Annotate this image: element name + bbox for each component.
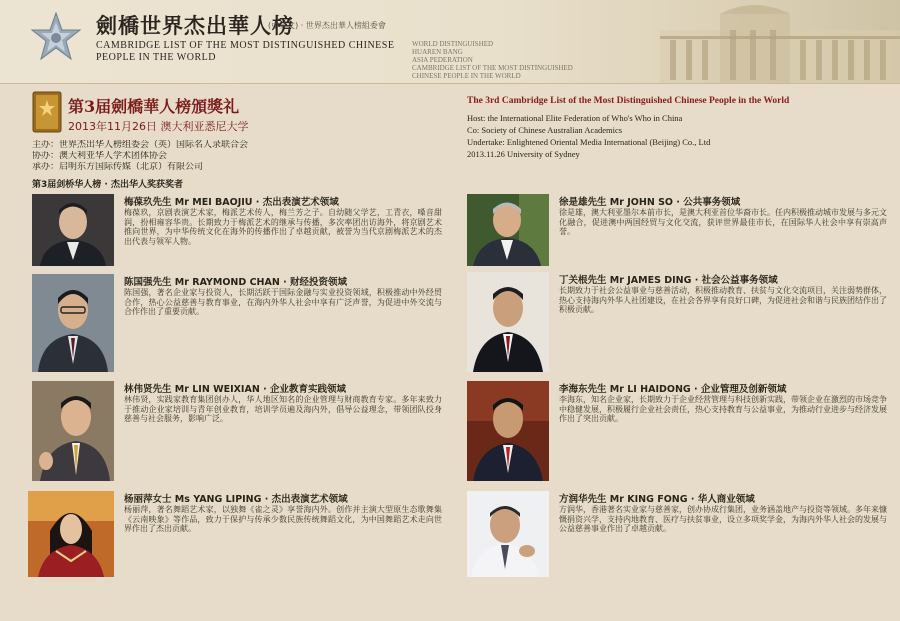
person-photo <box>32 274 114 372</box>
person-photo <box>467 272 549 372</box>
organizer-line: 承办：启明东方国际传媒（北京）有限公司 <box>32 162 204 172</box>
person-photo <box>32 194 114 266</box>
star-logo-icon <box>30 12 82 64</box>
event-details <box>467 112 887 160</box>
winners-section-label: 第3届剑桥华人榜 · 杰出华人奖获奖者 <box>32 180 183 190</box>
person-bio: 陈国强，著名企业家与投资人，长期活跃于国际金融与实业投资领域，积极推动中外经贸合作，热心公益慈善与教育事业，在海内外华人社会中享有广泛声誉，为促进中外交流与合作作出了重要贡献。 <box>124 288 442 317</box>
site-title-cn: 劍橋世界杰出華人榜 <box>96 13 294 38</box>
person-entry <box>32 274 442 372</box>
person-name: 徐是雄先生 Mr JOHN SO · 公共事务领域 <box>559 197 741 208</box>
building-illustration <box>600 0 900 83</box>
person-photo <box>467 381 549 481</box>
person-photo <box>467 194 549 266</box>
tagline-line: ASIA PEDERATION <box>412 56 473 64</box>
site-title-en: CAMBRIDGE LIST OF THE MOST DISTINGUISHED CHINESE PEOPLE IN THE WORLD <box>96 40 395 63</box>
person-name: 李海东先生 Mr LI HAIDONG · 企业管理及创新领域 <box>559 384 787 395</box>
award-date: 2013年11月26日 澳大利亚悉尼大学 <box>68 120 249 133</box>
person-entry <box>467 272 887 372</box>
award-book-icon <box>32 91 62 133</box>
person-bio: 长期致力于社会公益事业与慈善活动，积极推动教育、扶贫与文化交流项目，关注弱势群体，热心支持海内外华人社团建设，在社会各界享有良好口碑，为促进社会和谐与民族团结作出了积极贡献。 <box>559 286 887 315</box>
event-line: Co: Society of Chinese Australian Academics <box>467 125 623 135</box>
person-bio: 徐是雄，澳大利亚墨尔本前市长，是澳大利亚首位华裔市长。任内积极推动城市发展与多元文化融合，促进澳中两国经贸与文化交流，获评世界最佳市长，在国际华人社会中享有崇高声誉。 <box>559 208 887 237</box>
person-name: 梅葆玖先生 Mr MEI BAOJIU · 杰出表演艺术领域 <box>124 197 339 208</box>
person-name: 杨丽萍女士 Ms YANG LIPING · 杰出表演艺术领域 <box>124 494 348 505</box>
tagline-line: HUAREN BANG <box>412 48 463 56</box>
tagline-line: CHINESE PEOPLE IN THE WORLD <box>412 72 521 80</box>
person-entry <box>467 381 887 481</box>
person-entry <box>467 194 887 266</box>
person-entry <box>467 491 887 577</box>
person-name: 方润华先生 Mr KING FONG · 华人商业领域 <box>559 494 755 505</box>
event-line: Host: the International Elite Federation of Who's Who in China <box>467 113 683 123</box>
person-photo <box>28 491 114 577</box>
person-entry <box>28 491 442 577</box>
tagline-line: WORLD DISTINGUISHED <box>412 40 494 48</box>
person-entry <box>32 194 442 266</box>
tagline-line: CAMBRIDGE LIST OF THE MOST DISTINGUISHED <box>412 64 573 72</box>
person-photo <box>467 491 549 577</box>
person-bio: 梅葆玖，京剧表演艺术家，梅派艺术传人，梅兰芳之子。自幼随父学艺，工青衣，嗓音甜润，扮相雍容华贵。长期致力于梅派艺术的继承与传播，多次率团出访海外，将京剧艺术推向世界，为中华传统文化在海外的传播作出了卓越贡献，被誉为当代京剧梅派艺术的杰出代表与领军人物。 <box>124 208 442 246</box>
person-name: 陈国强先生 Mr RAYMOND CHAN · 财经投资领域 <box>124 277 348 288</box>
organizer-list <box>32 140 412 173</box>
header-banner <box>0 0 900 84</box>
person-bio: 杨丽萍，著名舞蹈艺术家，以独舞《雀之灵》享誉海内外。创作并主演大型原生态歌舞集《云南映象》等作品，致力于保护与传承少数民族传统舞蹈文化，为中国舞蹈艺术走向世界作出了杰出贡献。 <box>124 505 442 534</box>
person-bio: 方润华，香港著名实业家与慈善家，创办协成行集团，业务涵盖地产与投资等领域。多年来慷慨捐资兴学，支持内地教育、医疗与扶贫事业，设立多项奖学金，为海内外华人社会的发展与公益慈善事业作出了卓越贡献。 <box>559 505 887 534</box>
award-title: 第3届劍橋華人榜頒獎礼 <box>68 97 240 116</box>
person-entry <box>32 381 442 481</box>
person-name: 丁关根先生 Mr JAMES DING · 社会公益事务领域 <box>559 275 778 286</box>
person-photo <box>32 381 114 481</box>
person-name: 林伟贤先生 Mr LIN WEIXIAN · 企业教育实践领域 <box>124 384 346 395</box>
banner-tagline <box>412 40 612 80</box>
event-title-en: The 3rd Cambridge List of the Most Distinguished Chinese People in the World <box>467 96 790 106</box>
organizer-line: 协办：澳大利亚华人学术团体协会 <box>32 151 168 161</box>
person-bio: 林伟贤，实践家教育集团创办人，华人地区知名的企业管理与财商教育专家。多年来致力于推动企业家培训与青年创业教育，培训学员遍及海内外，倡导公益理念，带领团队投身慈善与社会服务，影响广泛。 <box>124 395 442 424</box>
site-subtitle: (中英文) · 世界杰出華人榜組委會 <box>268 21 386 30</box>
event-line: Undertake: Enlightened Oriental Media International (Beijing) Co., Ltd <box>467 137 711 147</box>
event-line: 2013.11.26 University of Sydney <box>467 149 580 159</box>
person-bio: 李海东，知名企业家，长期致力于企业经营管理与科技创新实践，带领企业在激烈的市场竞争中稳健发展，积极履行企业社会责任，热心支持教育与公益事业，为推动行业进步与经济发展作出了突出贡献。 <box>559 395 887 424</box>
organizer-line: 主办：世界杰出华人榜组委会（英）国际名人录联合会 <box>32 140 249 150</box>
